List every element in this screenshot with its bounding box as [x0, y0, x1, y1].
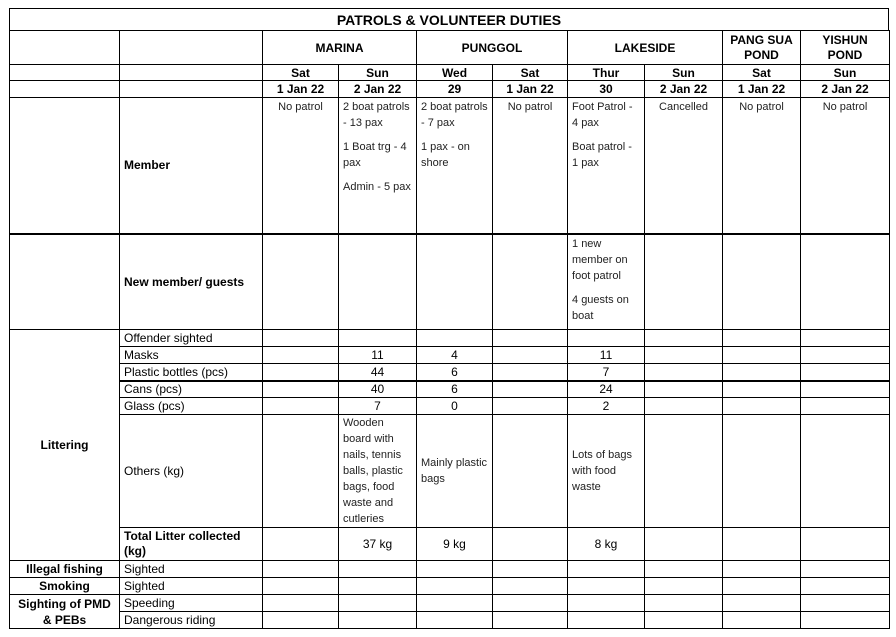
- day-cell: Wed: [417, 65, 493, 81]
- new-member-label: New member/ guests: [120, 234, 263, 330]
- glass-lakeside: 2: [568, 398, 645, 415]
- member-cell: No patrol: [263, 98, 339, 234]
- member-label: Member: [120, 98, 263, 234]
- day-cell: Sun: [801, 65, 890, 81]
- masks-label: Masks: [120, 347, 263, 364]
- day-cell: Sun: [645, 65, 723, 81]
- location-punggol: PUNGGOL: [417, 31, 568, 65]
- masks-lakeside: 11: [568, 347, 645, 364]
- cans-marina: 40: [339, 381, 417, 398]
- date-cell: 1 Jan 22: [493, 81, 568, 98]
- member-cell: No patrol: [723, 98, 801, 234]
- cans-punggol: 6: [417, 381, 493, 398]
- speeding-label: Speeding: [120, 595, 263, 612]
- others-lakeside: Lots of bags with food waste: [568, 415, 645, 528]
- others-marina: Wooden board with nails, tennis balls, plastic bags, food waste and cutleries: [339, 415, 417, 528]
- day-cell: Sat: [493, 65, 568, 81]
- day-cell: Sat: [263, 65, 339, 81]
- bottles-marina: 44: [339, 364, 417, 381]
- speeding-row: [10, 595, 890, 612]
- smoking-sub: Sighted: [120, 578, 263, 595]
- location-yishun: YISHUN POND: [801, 31, 890, 65]
- cans-lakeside: 24: [568, 381, 645, 398]
- date-cell: 2 Jan 22: [339, 81, 417, 98]
- total-punggol: 9 kg: [417, 528, 493, 561]
- masks-marina: 11: [339, 347, 417, 364]
- others-row: [10, 415, 890, 528]
- pmd-label: Sighting of PMD & PEBs: [10, 595, 120, 629]
- glass-marina: 7: [339, 398, 417, 415]
- date-cell: 30: [568, 81, 645, 98]
- date-cell: 2 Jan 22: [801, 81, 890, 98]
- smoking-row: [10, 578, 890, 595]
- cans-row: [10, 381, 890, 398]
- location-pang-sua: PANG SUA POND: [723, 31, 801, 65]
- patrol-report: [9, 8, 889, 629]
- member-cell: Cancelled: [645, 98, 723, 234]
- dangerous-riding-label: Dangerous riding: [120, 612, 263, 629]
- member-note: 1 pax - on shore: [421, 141, 470, 169]
- others-punggol: Mainly plastic bags: [417, 415, 493, 528]
- member-note: 1 Boat trg - 4 pax: [343, 141, 407, 169]
- member-cell: [417, 98, 493, 234]
- day-cell: Sat: [723, 65, 801, 81]
- member-note: 2 boat patrols - 7 pax: [421, 101, 488, 129]
- date-cell: 1 Jan 22: [723, 81, 801, 98]
- member-note: Foot Patrol - 4 pax: [572, 101, 633, 129]
- date-cell: 2 Jan 22: [645, 81, 723, 98]
- masks-row: [10, 347, 890, 364]
- day-cell: Thur: [568, 65, 645, 81]
- total-label: Total Litter collected (kg): [120, 528, 263, 561]
- location-marina: MARINA: [263, 31, 417, 65]
- member-cell: No patrol: [801, 98, 890, 234]
- new-member-cell: [568, 234, 645, 330]
- day-row: [10, 65, 890, 81]
- bottles-punggol: 6: [417, 364, 493, 381]
- dangerous-riding-row: [10, 612, 890, 629]
- location-header-row: [10, 31, 890, 65]
- date-row: [10, 81, 890, 98]
- bottles-row: [10, 364, 890, 381]
- masks-punggol: 4: [417, 347, 493, 364]
- bottles-lakeside: 7: [568, 364, 645, 381]
- table-title: PATROLS & VOLUNTEER DUTIES: [9, 8, 889, 30]
- total-row: [10, 528, 890, 561]
- member-cell: [568, 98, 645, 234]
- glass-row: [10, 398, 890, 415]
- member-cell: [339, 98, 417, 234]
- new-member-note: 4 guests on boat: [572, 293, 629, 322]
- member-note: Boat patrol - 1 pax: [572, 141, 632, 169]
- offender-row: [10, 330, 890, 347]
- illegal-fishing-label: Illegal fishing: [10, 561, 120, 578]
- offender-label: Offender sighted: [120, 330, 263, 347]
- cans-label: Cans (pcs): [120, 381, 263, 398]
- bottles-label: Plastic bottles (pcs): [120, 364, 263, 381]
- date-cell: 29: [417, 81, 493, 98]
- day-cell: Sun: [339, 65, 417, 81]
- location-lakeside: LAKESIDE: [568, 31, 723, 65]
- member-note: Admin - 5 pax: [343, 181, 411, 193]
- total-lakeside: 8 kg: [568, 528, 645, 561]
- smoking-label: Smoking: [10, 578, 120, 595]
- illegal-fishing-row: [10, 561, 890, 578]
- member-note: 2 boat patrols - 13 pax: [343, 101, 410, 129]
- duties-table: [9, 30, 890, 629]
- total-marina: 37 kg: [339, 528, 417, 561]
- others-label: Others (kg): [120, 415, 263, 528]
- littering-label: Littering: [10, 330, 120, 561]
- member-cell: No patrol: [493, 98, 568, 234]
- glass-punggol: 0: [417, 398, 493, 415]
- new-member-note: 1 new member on foot patrol: [572, 237, 628, 282]
- glass-label: Glass (pcs): [120, 398, 263, 415]
- new-member-row: [10, 234, 890, 330]
- date-cell: 1 Jan 22: [263, 81, 339, 98]
- illegal-fishing-sub: Sighted: [120, 561, 263, 578]
- member-row: [10, 98, 890, 234]
